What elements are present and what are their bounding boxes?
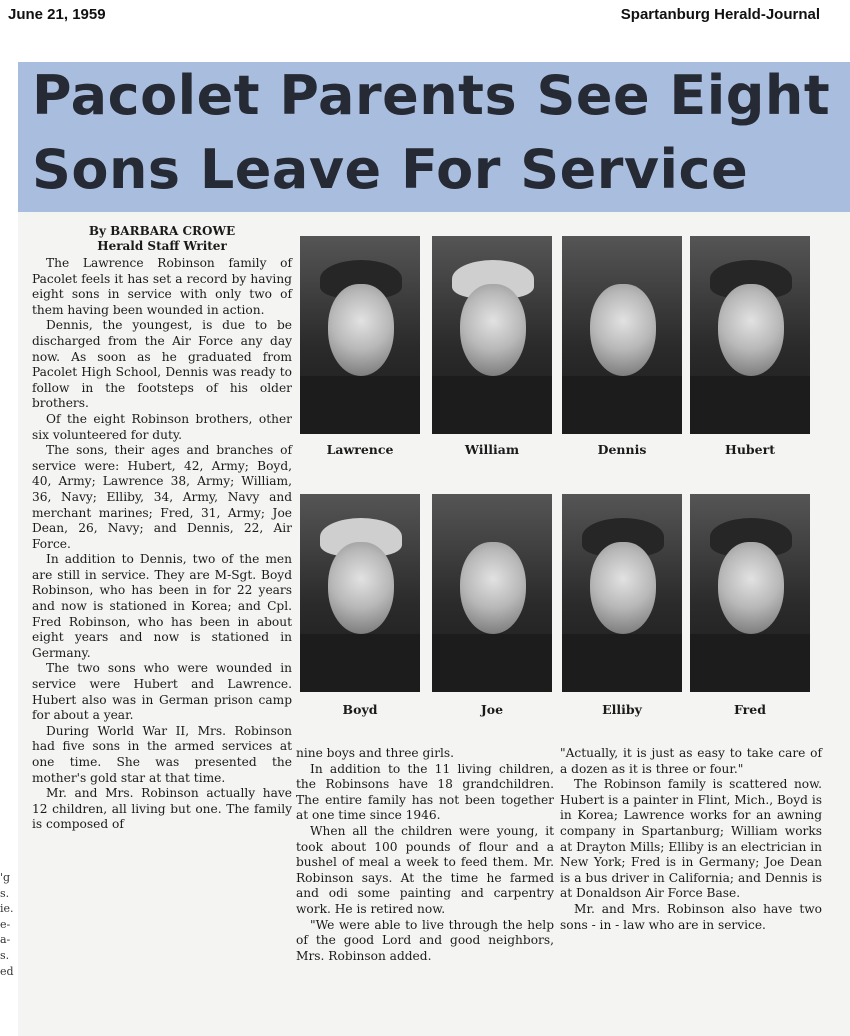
caption-william: William [464, 442, 520, 457]
paragraph: Dennis, the youngest, is due to be discharged from the Air Force any day now. As soon as he graduated from Pacolet High School, Dennis was ready to follow in the footsteps of his older brothers. [32, 318, 292, 411]
portrait-dennis [562, 236, 682, 434]
paragraph: During World War II, Mrs. Robinson had five sons in the armed services at one time. She was presented the mother's gold star at that time. [32, 723, 292, 785]
margin-fragment: ed [0, 964, 14, 978]
paragraph: The Lawrence Robinson family of Pacolet feels it has set a record by having eight sons in service with only two of them having been wounded in action. [32, 256, 292, 317]
caption-dennis: Dennis [597, 442, 647, 457]
paragraph: In addition to Dennis, two of the men are still in service. They are M-Sgt. Boyd Robinson, who has been in for 22 years and now is stationed in Korea; and Cpl. Fred Robinson, who has been in about eight years and now is stationed in Germany. [32, 552, 292, 660]
caption-joe: Joe [480, 702, 504, 717]
portrait-joe [432, 494, 552, 692]
portrait-elliby [562, 494, 682, 692]
margin-fragment: 'g [0, 871, 11, 884]
caption-elliby: Elliby [602, 702, 642, 717]
margin-fragment: s. [0, 886, 10, 900]
adjacent-column-fragments [0, 870, 18, 979]
paragraph: Mr. and Mrs. Robinson also have two sons - in - law who are in service. [560, 901, 822, 932]
page-date: June 21, 1959 [8, 6, 106, 23]
portrait-boyd [300, 494, 420, 692]
margin-fragment: s. [0, 948, 10, 962]
paragraph: The two sons who were wounded in service were Hubert and Lawrence. Hubert also was in German prison camp for about a year. [32, 661, 292, 723]
paragraph: Mr. and Mrs. Robinson actually have 12 children, all living but one. The family is composed of [32, 786, 292, 832]
paragraph: "Actually, it is just as easy to take care of a dozen as it is three or four." [560, 746, 822, 776]
portrait-lawrence [300, 236, 420, 434]
byline-title: Herald Staff Writer [97, 239, 227, 253]
article-column-1 [32, 224, 292, 833]
paragraph: The sons, their ages and branches of service were: Hubert, 42, Army; Boyd, 40, Army; Lawrence 38, Army; William, 36, Navy; Elliby, 34, Army, Navy and merchant marines; Fred, 31, Army; Joe Dean, 26, Navy; and Dennis, 22, Air Force. [32, 443, 292, 551]
caption-boyd: Boyd [342, 702, 378, 717]
paragraph: When all the children were young, it took about 100 pounds of flour and a bushel of meal a week to feed them. Mr. Robinson says. At the time he farmed and odi some painting and carpentry work. He is retired now. [296, 823, 554, 916]
publication-name: Spartanburg Herald-Journal [620, 6, 820, 23]
headline-band [18, 62, 850, 212]
portrait-william [432, 236, 552, 434]
headline-line-1: Pacolet Parents See Eight [32, 64, 831, 127]
paragraph: Of the eight Robinson brothers, other six volunteered for duty. [32, 411, 292, 442]
paragraph: The Robinson family is scattered now. Hubert is a painter in Flint, Mich., Boyd is in Korea; Lawrence works for an awning company in Spartanburg; William works at Drayton Mills; Elliby is an electrician in New York; Fred is in Germany; Joe Dean is a bus driver in California; and Dennis is at Donaldson Air Force Base. [560, 777, 822, 901]
paragraph: In addition to the 11 living children, the Robinsons have 18 grandchildren. The entire family has not been together at one time since 1946. [296, 761, 554, 823]
article-column-3 [560, 746, 822, 933]
margin-fragment: ie. [0, 902, 14, 916]
caption-fred: Fred [734, 702, 766, 717]
paragraph: nine boys and three girls. [296, 746, 455, 760]
margin-fragment: a- [0, 933, 11, 947]
margin-fragment: e- [0, 917, 11, 931]
caption-lawrence: Lawrence [326, 442, 394, 457]
headline-line-2: Sons Leave For Service [32, 138, 749, 201]
caption-hubert: Hubert [725, 442, 775, 457]
portrait-fred [690, 494, 810, 692]
portrait-hubert [690, 236, 810, 434]
paragraph: "We were able to live through the help of the good Lord and good neighbors, Mrs. Robinson added. [296, 917, 554, 963]
article-column-2 [296, 746, 554, 964]
byline-author: By BARBARA CROWE [88, 224, 236, 238]
